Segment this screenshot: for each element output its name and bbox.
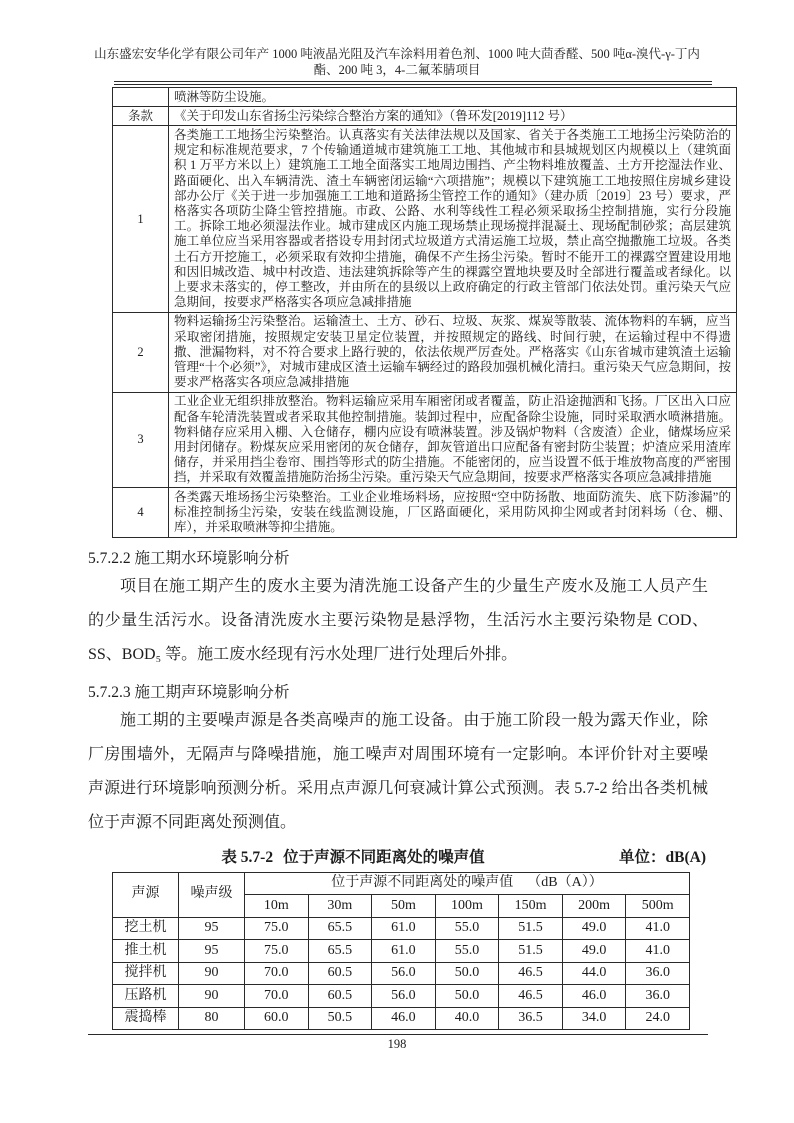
page-number: 198	[387, 1037, 407, 1051]
noise-value: 51.5	[499, 940, 563, 963]
distance-header: 500m	[626, 895, 690, 918]
header-source: 声源	[113, 872, 179, 917]
noise-level: 90	[179, 962, 245, 985]
distance-header: 10m	[245, 895, 309, 918]
source-name: 震捣棒	[113, 1007, 179, 1030]
noise-value: 60.5	[308, 962, 372, 985]
noise-value: 46.5	[499, 962, 563, 985]
source-name: 推土机	[113, 940, 179, 963]
distance-header: 50m	[372, 895, 436, 918]
noise-value: 75.0	[245, 917, 309, 940]
noise-value: 36.0	[626, 962, 690, 985]
caption-text	[88, 846, 618, 870]
noise-value: 50.0	[435, 985, 499, 1008]
table-row	[113, 488, 737, 538]
noise-value: 60.5	[308, 985, 372, 1008]
noise-value: 51.5	[499, 917, 563, 940]
noise-value: 36.0	[626, 985, 690, 1008]
table-row	[113, 107, 737, 126]
row-text: 《关于印发山东省扬尘污染综合整治方案的通知》（鲁环发[2019]112 号）	[169, 107, 737, 126]
noise-value: 56.0	[372, 962, 436, 985]
distance-header: 150m	[499, 895, 563, 918]
noise-value: 65.5	[308, 940, 372, 963]
table-row	[113, 985, 690, 1008]
row-label: 条款	[113, 107, 169, 126]
noise-level: 95	[179, 940, 245, 963]
noise-value: 50.0	[435, 962, 499, 985]
header-divider	[114, 81, 712, 85]
noise-value: 75.0	[245, 940, 309, 963]
noise-value: 50.5	[308, 1007, 372, 1030]
dust-policy-table	[112, 87, 737, 538]
header-span-title: 位于声源不同距离处的噪声值	[331, 875, 514, 891]
noise-value: 41.0	[626, 917, 690, 940]
table-row	[113, 392, 737, 487]
row-text: 各类施工工地扬尘污染整治。认真落实有关法律法规以及国家、省关于各类施工工地扬尘污染防治的规定和标准规范要求，7 个传输通道城市建筑施工工地、其他城市和县城规划区内规模以上（建筑面积 1 万平方米以上）建筑施工工地全面落实工地周边围挡、产尘物料堆放覆盖、土方开挖湿法作业、路面硬化、出入车辆清洗、渣土车辆密闭运输“六项措施”；规模以下建筑施工工地按照住房城乡建设部办公厅《关于进一步加强施工工地和道路扬尘管控工作的通知》（建办质〔2019〕23 号）要求，严格落实各项防尘降尘管控措施。市政、公路、水利等线性工程必须采取扬尘控制措施，实行分段施工。拆除工地必须湿法作业。城市建成区内施工现场禁止现场搅拌混凝土、现场配制砂浆；高层建筑施工单位应当采用容器或者搭设专用封闭式垃圾道方式清运施工垃圾，禁止高空抛撒施工垃圾。各类土石方开挖施工，必须采取有效抑尘措施，确保不产生扬尘污染。暂时不能开工的裸露空置建设用地和因旧城改造、城中村改造、违法建筑拆除等产生的裸露空置地块要及时全部进行覆盖或者绿化。以上要求未落实的，停工整改，并由所在的县级以上政府确定的行政主管部门依法处罚。重污染天气应急期间，按要求严格落实各项应急减排措施	[169, 126, 737, 312]
distance-header: 30m	[308, 895, 372, 918]
noise-value: 40.0	[435, 1007, 499, 1030]
header-span	[245, 872, 690, 895]
caption-unit-label: 单位：dB(A)	[619, 848, 706, 866]
noise-value: 65.5	[308, 917, 372, 940]
row-text: 工业企业无组织排放整治。物料运输应采用车厢密闭或者覆盖，防止沿途抛洒和飞扬。厂区出入口应配备车轮清洗装置或者采取其他控制措施。装卸过程中，应配备除尘设施，同时采取洒水喷淋措施。物料储存应采用入棚、入仓储存，棚内应设有喷淋装置。涉及锅炉物料（含废渣）企业，储煤场应采用封闭储存。粉煤灰应采用密闭的灰仓储存，卸灰管道出口应配备有密封防尘装置；炉渣应采用渣库储存，并采用挡尘卷帘、围挡等形式的防尘措施。不能密闭的，应当设置不低于堆放物高度的严密围挡，并采取有效覆盖措施防治扬尘污染。重污染天气应急期间，按要求严格落实各项应急减排措施	[169, 392, 737, 487]
noise-value: 70.0	[245, 985, 309, 1008]
noise-value: 34.0	[562, 1007, 626, 1030]
noise-value: 49.0	[562, 940, 626, 963]
noise-level: 90	[179, 985, 245, 1008]
section-heading-noise: 5.7.2.3 施工期声环境影响分析	[88, 683, 290, 701]
noise-value: 44.0	[562, 962, 626, 985]
caption-table-number: 表 5.7-2	[221, 848, 274, 866]
noise-value: 46.0	[562, 985, 626, 1008]
row-label: 2	[113, 312, 169, 392]
noise-value: 24.0	[626, 1007, 690, 1030]
noise-value: 36.5	[499, 1007, 563, 1030]
row-label: 1	[113, 126, 169, 312]
noise-value: 61.0	[372, 917, 436, 940]
table-header-row	[113, 872, 690, 895]
row-text: 物料运输扬尘污染整治。运输渣土、土方、砂石、垃圾、灰浆、煤炭等散装、流体物料的车辆，应当采取密闭措施，按照规定安装卫星定位装置，并按照规定的路线、时间行驶，在运输过程中不得遗撒、泄漏物料，对不符合要求上路行驶的，依法依规严厉查处。严格落实《山东省城市建筑渣土运输管理“十个必须”》，对城市建成区渣土运输车辆经过的路段加强机械化清扫。重污染天气应急期间，按要求严格落实各项应急减排措施	[169, 312, 737, 392]
noise-value: 56.0	[372, 985, 436, 1008]
table-row	[113, 940, 690, 963]
table-row	[113, 126, 737, 312]
page-header-title: 山东盛宏安华化学有限公司年产 1000 吨液晶光阻及汽车涂料用着色剂、1000 吨大茴香醛、500 吨α-溴代-γ-丁内酯、200 吨 3，4-二氟苯腈项目	[94, 47, 700, 77]
header-level: 噪声级	[179, 872, 245, 917]
distance-header: 100m	[435, 895, 499, 918]
table-row	[113, 962, 690, 985]
noise-distance-table	[112, 872, 690, 1031]
noise-value: 61.0	[372, 940, 436, 963]
footer-divider	[88, 1034, 708, 1035]
table-row	[113, 88, 737, 107]
noise-value: 55.0	[435, 940, 499, 963]
source-name: 挖土机	[113, 917, 179, 940]
row-label: 3	[113, 392, 169, 487]
table-row	[113, 917, 690, 940]
table-row	[113, 1007, 690, 1030]
noise-value: 46.5	[499, 985, 563, 1008]
header-span-unit: （dB（A））	[527, 875, 603, 891]
noise-value: 60.0	[245, 1007, 309, 1030]
noise-value: 55.0	[435, 917, 499, 940]
noise-value: 41.0	[626, 940, 690, 963]
row-label: 4	[113, 488, 169, 538]
section-paragraph-water: 项目在施工期产生的废水主要为清洗施工设备产生的少量生产废水及施工人员产生的少量生活污水。设备清洗废水主要污染物是悬浮物，生活污水主要污染物是 COD、SS、BOD₅ 等。施工废水经现有污水处理厂进行处理后外排。	[88, 577, 708, 663]
noise-value: 46.0	[372, 1007, 436, 1030]
distance-header: 200m	[562, 895, 626, 918]
section-paragraph-noise: 施工期的主要噪声源是各类高噪声的施工设备。由于施工阶段一般为露天作业，除厂房围墙外，无隔声与降噪措施，施工噪声对周围环境有一定影响。本评价针对主要噪声源进行环境影响预测分析。采用点声源几何衰减计算公式预测。表 5.7-2 给出各类机械位于声源不同距离处预测值。	[88, 711, 708, 831]
table-row	[113, 312, 737, 392]
section-heading-water: 5.7.2.2 施工期水环境影响分析	[88, 549, 290, 567]
row-text: 各类露天堆场扬尘污染整治。工业企业堆场料场，应按照“空中防扬散、地面防流失、底下防渗漏”的标准控制扬尘污染，安装在线监测设施，厂区路面硬化，采用防风抑尘网或者封闭料场（仓、棚、库），并采取喷淋等抑尘措施。	[169, 488, 737, 538]
row-text: 喷淋等防尘设施。	[169, 88, 737, 107]
noise-value: 70.0	[245, 962, 309, 985]
noise-level: 95	[179, 917, 245, 940]
noise-table-caption	[88, 846, 708, 870]
source-name: 压路机	[113, 985, 179, 1008]
caption-table-title: 位于声源不同距离处的噪声值	[283, 848, 485, 866]
source-name: 搅拌机	[113, 962, 179, 985]
noise-level: 80	[179, 1007, 245, 1030]
row-label	[113, 88, 169, 107]
noise-value: 49.0	[562, 917, 626, 940]
